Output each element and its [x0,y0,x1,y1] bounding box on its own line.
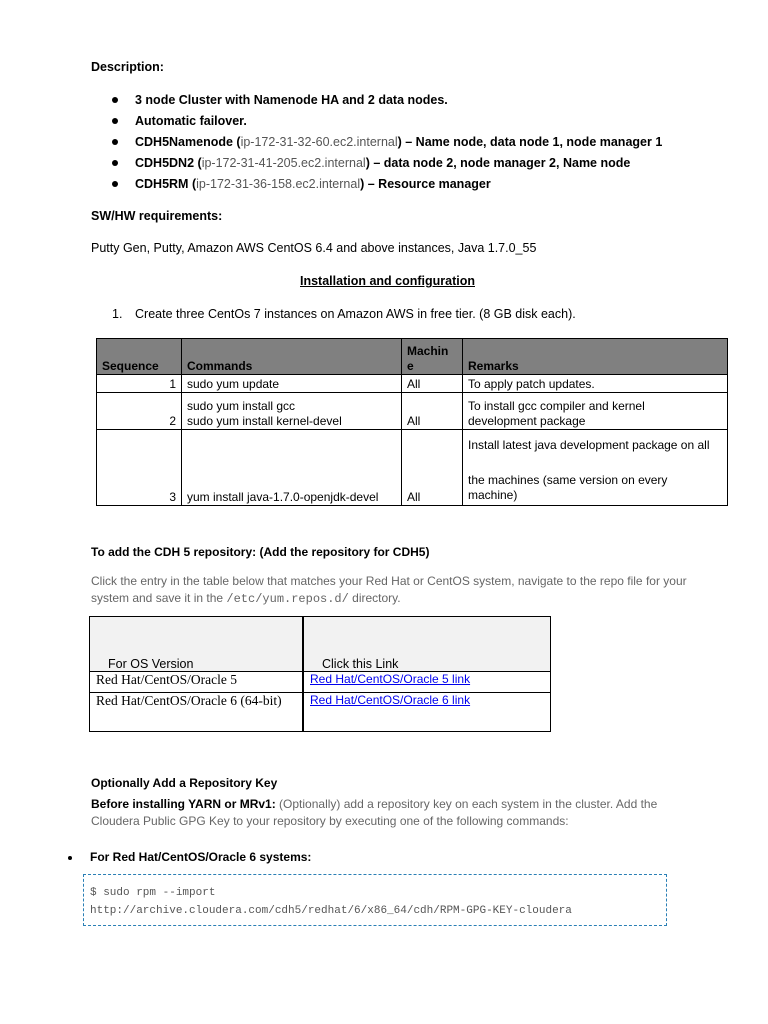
bullet-text: CDH5RM ( [135,177,197,191]
remarks-line: development package [468,414,586,428]
header-machine-line: e [407,359,414,373]
step-number: 1. [112,307,123,321]
cell-os: Red Hat/CentOS/Oracle 5 [90,672,304,693]
header-click-link: Click this Link [303,617,551,672]
list-item [112,113,662,134]
bullet-icon [112,118,118,124]
table-header-row [90,617,551,672]
description-list [112,92,662,197]
installation-heading: Installation and configuration [300,274,475,288]
os-link[interactable]: Red Hat/CentOS/Oracle 5 link [303,672,551,693]
cell-remarks [463,430,728,506]
table-row [97,430,728,506]
cell-command [182,393,402,430]
list-item [112,155,662,176]
hostname: ip-172-31-36-158.ec2.internal [196,177,361,191]
header-commands: Commands [182,339,402,375]
bullet-text: CDH5Namenode ( [135,135,241,149]
cell-sequence: 2 [97,393,182,430]
remarks-line: machine) [468,488,518,502]
list-item [112,92,662,113]
remarks-line: the machines (same version on every [468,473,668,487]
bullet-icon [112,97,118,103]
step-1 [112,307,576,321]
bullet-text: ) – Name node, data node 1, node manager 1 [397,135,663,149]
code-line: $ sudo rpm --import [90,887,216,899]
os-version-table [89,616,551,732]
cell-command: yum install java-1.7.0-openjdk-devel [182,430,402,506]
header-machine-line: Machin [407,344,449,358]
cell-machine: All [402,430,463,506]
header-remarks: Remarks [463,339,728,375]
header-machine [402,339,463,375]
table-row [90,693,551,732]
cdh-repo-text [91,573,691,608]
remarks-line: Install latest java development package on all [468,438,710,452]
paragraph-text: Click the entry in the table below that matches your Red Hat or CentOS system, navigate to the repo file for your system and save it in the [91,574,687,605]
list-item [112,134,662,155]
table-header-row [97,339,728,375]
paragraph-text: directory. [348,591,401,605]
repo-path: /etc/yum.repos.d/ [226,592,349,606]
command-line: sudo yum install kernel-devel [187,414,342,428]
header-os-version: For OS Version [90,617,304,672]
hostname: ip-172-31-41-205.ec2.internal [201,156,366,170]
bullet-icon [112,139,118,145]
list-item [68,850,311,864]
remarks-line: To install gcc compiler and kernel [468,399,645,413]
paragraph-text: (Optionally) add a repository key on each system in the cluster. Add the Cloudera Public GPG Key to your repository by executing one of the following commands: [91,797,658,828]
cell-remarks: To apply patch updates. [463,375,728,393]
bullet-icon [68,856,72,860]
cell-sequence: 1 [97,375,182,393]
bullet-text: ) – Resource manager [360,177,491,191]
header-sequence: Sequence [97,339,182,375]
repo-key-label: Before installing YARN or MRv1: [91,797,276,811]
cell-sequence: 3 [97,430,182,506]
list-item-text: For Red Hat/CentOS/Oracle 6 systems: [90,850,312,864]
description-heading: Description: [91,60,164,74]
cell-os: Red Hat/CentOS/Oracle 6 (64-bit) [90,693,304,732]
table-row [90,672,551,693]
bullet-icon [112,181,118,187]
table-row [97,393,728,430]
list-item [112,176,662,197]
commands-table [96,338,728,506]
bullet-text: CDH5DN2 ( [135,156,202,170]
cell-command: sudo yum update [182,375,402,393]
cell-machine: All [402,393,463,430]
bullet-icon [112,160,118,166]
requirements-heading: SW/HW requirements: [91,209,223,223]
os-link[interactable]: Red Hat/CentOS/Oracle 6 link [303,693,551,732]
command-line: sudo yum install gcc [187,399,296,413]
bullet-text: 3 node Cluster with Namenode HA and 2 data nodes. [135,93,448,107]
hostname: ip-172-31-32-60.ec2.internal [240,135,398,149]
requirements-text: Putty Gen, Putty, Amazon AWS CentOS 6.4 and above instances, Java 1.7.0_55 [91,241,537,255]
cell-machine: All [402,375,463,393]
repo-key-heading: Optionally Add a Repository Key [91,776,278,790]
code-text[interactable] [90,884,572,920]
code-line: http://archive.cloudera.com/cdh5/redhat/6/x86_64/cdh/RPM-GPG-KEY-cloudera [90,905,572,917]
bullet-text: Automatic failover. [135,114,247,128]
cdh-repo-heading: To add the CDH 5 repository: (Add the repository for CDH5) [91,545,430,559]
cell-remarks [463,393,728,430]
step-text: Create three CentOs 7 instances on Amazon AWS in free tier. (8 GB disk each). [135,307,576,321]
repo-key-text [91,796,691,830]
table-row [97,375,728,393]
bullet-text: ) – data node 2, node manager 2, Name node [365,156,631,170]
